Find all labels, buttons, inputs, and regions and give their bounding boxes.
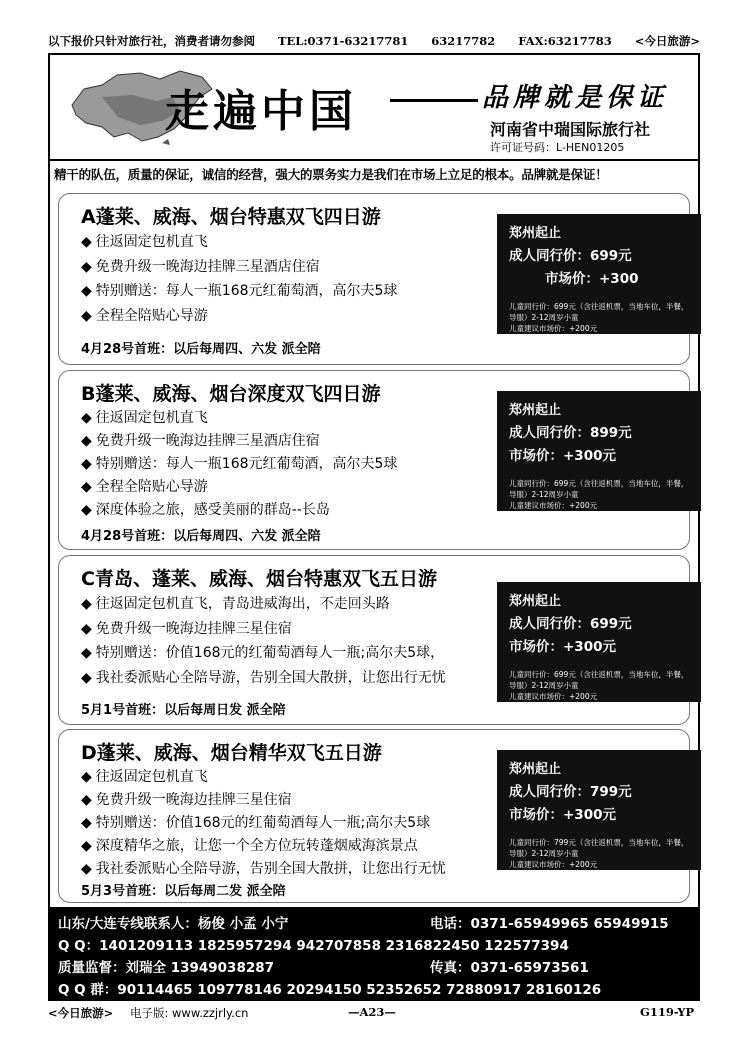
contact-fax: 传真：0371-65973561 [430,960,589,976]
tour-name: B蓬莱、威海、烟台深度双飞四日游 [81,383,381,405]
issue-code: G119-YP [640,1005,695,1019]
contact-persons: 山东/大连专线联系人：杨俊 小孟 小宁 [58,916,289,932]
adult-price: 成人同行价：899元 [509,425,632,441]
route-origin: 郑州起止 [509,594,562,609]
publication-brand: <今日旅游> [634,34,700,48]
list-item: ◆ 我社委派贴心全陪导游，告别全国大散拼，让您出行无忧 [81,669,446,686]
price-box [497,214,701,334]
qq-numbers: Q Q：1401209113 1825957294 942707858 2316822450 122577394 [58,938,569,954]
price-box [497,391,701,511]
qq-groups: Q Q 群：90114465 109778146 20294150 52352652 72880917 28160126 [58,982,602,998]
tour-name: A蓬莱、威海、烟台特惠双飞四日游 [81,206,381,228]
feature-list [81,766,446,881]
departure-schedule: 5月1号首班：以后每周日发 派全陪 [81,703,286,718]
list-item: ◆ 免费升级一晚海边挂牌三星住宿 [81,620,292,637]
list-item: ◆ 往返固定包机直飞，青岛进威海出，不走回头路 [81,596,390,612]
tour-card-b [58,370,690,550]
list-item: ◆ 特别赠送：每人一瓶168元红葡萄酒，高尔夫5球 [81,456,398,472]
list-item: ◆ 全程全陪贴心导游 [81,479,208,495]
child-price-note: 儿童同行价：699元（含往返机票，当地车位，半餐，导服）2-12周岁小童 儿童建议市场价：+200元 [509,670,689,701]
website: 电子版: www.zzjrly.cn [130,1006,249,1020]
top-info-bar [48,32,700,50]
feature-list [81,592,446,690]
list-item: ◆ 往返固定包机直飞 [81,234,208,250]
bottom-info-bar [48,1005,700,1023]
tour-card-c [58,555,690,725]
list-item: ◆ 免费升级一晚海边挂牌三星酒店住宿 [81,433,320,449]
list-item: ◆ 免费升级一晚海边挂牌三星酒店住宿 [81,258,320,275]
list-item: ◆ 全程全陪贴心导游 [81,307,208,324]
list-item: ◆ 深度精华之旅，让您一个全方位玩转蓬烟威海滨景点 [81,838,418,854]
brand-title: 走遍中国 [165,86,357,137]
telephone: TEL:0371-63217781 [277,34,409,48]
list-item: ◆ 免费升级一晚海边挂牌三星住宿 [81,792,292,808]
departure-schedule: 4月28号首班：以后每周四、六发 派全陪 [81,342,321,357]
feature-list [81,230,397,328]
agency-name: 河南省中瑞国际旅行社 [490,120,651,139]
market-price: 市场价：+300元 [509,448,616,464]
title-dash [390,99,478,102]
contact-block [50,907,698,999]
market-price: 市场价：+300元 [509,639,616,655]
quality-supervisor: 质量监督：刘瑞全 13949038287 [58,960,275,976]
publication-brand: <今日旅游> [48,1006,114,1020]
advert-frame [48,53,700,1001]
adult-price: 成人同行价：699元 [509,616,632,632]
tour-name: C青岛、蓬莱、威海、烟台特惠双飞五日游 [81,568,437,590]
market-price: 市场价：+300 [545,271,639,287]
child-price-note: 儿童同行价：799元（含往返机票，当地车位，半餐，导服）2-12周岁小童 儿童建议市场价：+200元 [509,838,689,869]
tour-card-d [58,729,690,903]
contact-phone: 电话：0371-65949965 65949915 [430,916,669,932]
list-item: ◆ 特别赠送：价值168元的红葡萄酒每人一瓶;高尔夫5球， [81,645,445,661]
price-box [497,582,701,702]
list-item: ◆ 我社委派贴心全陪导游，告别全国大散拼，让您出行无忧 [81,861,446,877]
route-origin: 郑州起止 [509,762,562,777]
telephone-2: 63217782 [431,34,496,48]
list-item: ◆ 特别赠送：价值168元的红葡萄酒每人一瓶;高尔夫5球 [81,815,431,831]
tagline: 精干的队伍，质量的保证，诚信的经营，强大的票务实力是我们在市场上立足的根本。品牌就是保证！ [54,167,608,182]
brand-slogan: 品牌就是保证 [482,83,669,113]
market-price: 市场价：+300元 [509,807,616,823]
list-item: ◆ 往返固定包机直飞 [81,410,208,426]
trade-notice: 以下报价只针对旅行社，消费者请勿参阅 [48,34,255,48]
child-price-note: 儿童同行价：699元（含往返机票，当地车位，半餐，导服）2-12周岁小童 儿童建议市场价：+200元 [509,302,689,333]
child-price-note: 儿童同行价：699元（含往返机票，当地车位，半餐，导服）2-12周岁小童 儿童建议市场价：+200元 [509,479,689,510]
list-item: ◆ 特别赠送：每人一瓶168元红葡萄酒，高尔夫5球 [81,283,398,299]
tour-name: D蓬莱、威海、烟台精华双飞五日游 [81,742,382,764]
price-box [497,750,701,870]
feature-list [81,407,397,522]
route-origin: 郑州起止 [509,403,562,418]
departure-schedule: 5月3号首班：以后每周二发 派全陪 [81,884,286,899]
list-item: ◆ 深度体验之旅，感受美丽的群岛--长岛 [81,502,330,518]
page-number: —A23— [348,1005,396,1019]
advert-header [50,55,698,161]
route-origin: 郑州起止 [509,226,562,241]
departure-schedule: 4月28号首班：以后每周四、六发 派全陪 [81,529,321,544]
adult-price: 成人同行价：699元 [509,248,632,264]
adult-price: 成人同行价：799元 [509,784,632,800]
license-number: 许可证号码：L-HEN01205 [490,141,625,154]
tour-card-a [58,193,690,365]
fax: FAX:63217783 [518,34,612,48]
list-item: ◆ 往返固定包机直飞 [81,769,208,785]
